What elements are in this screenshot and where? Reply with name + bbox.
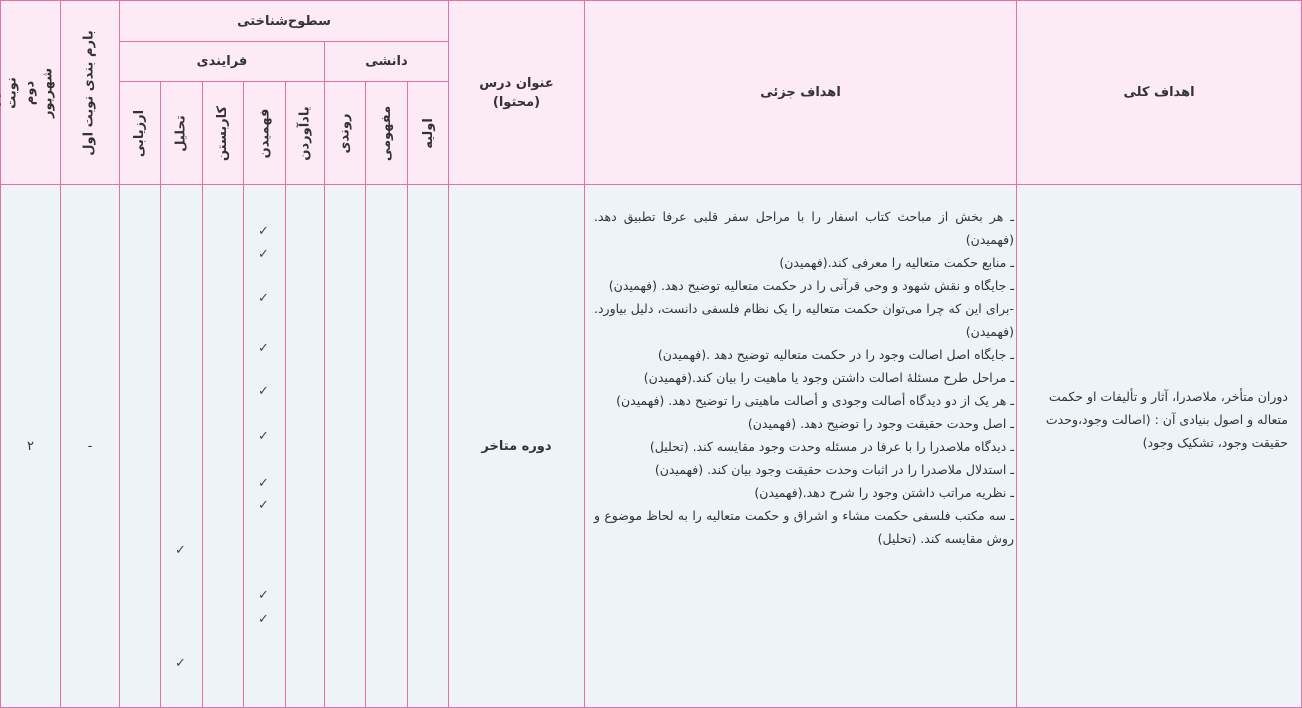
check-mark-icon: ✓: [258, 384, 269, 399]
objective-item: ـ اصل وحدت حقیقت وجود را توضیح دهد. (فهمیدن): [747, 416, 1014, 431]
objective-item: -برای این که چرا می‌توان حکمت متعالیه را یک نظام فلسفی دانست، دلیل بیاورد.(فهمیدن): [594, 301, 1014, 339]
objective-item: ـ استدلال ملاصدرا را در اثبات وحدت حقیقت وجود بیان کند. (فهمیدن): [654, 462, 1014, 477]
header-understand: [243, 81, 286, 185]
cell-evaluate: [119, 184, 161, 708]
header-conceptual: [365, 81, 408, 185]
check-mark-icon: ✓: [258, 247, 269, 262]
check-mark-icon: ✓: [258, 429, 269, 444]
header-procedural: [324, 81, 366, 185]
header-lesson-title: [448, 0, 585, 185]
header-general-objectives-label: اهداف کلی: [1123, 85, 1195, 100]
header-analyze: [160, 81, 203, 185]
detailed-objectives-list: [594, 205, 1014, 550]
lesson-value: دوره متاخر: [481, 438, 552, 454]
cell-final-score: [0, 184, 61, 708]
objective-item: ـ سه مکتب فلسفی حکمت مشاء و اشراق و حکمت متعالیه را به لحاظ موضوع و روش مقایسه کند. (تحلیل): [594, 508, 1014, 546]
header-apply: [202, 81, 244, 185]
cell-factual: [407, 184, 449, 708]
objective-item: ـ هر یک از دو دیدگاه أصالت وجودی و أصالت ماهیتی را توضیح دهد. (فهمیدن): [616, 393, 1014, 408]
header-evaluate-label: ارزیابی: [132, 109, 148, 157]
header-apply-label: کاربستن: [215, 105, 231, 161]
cell-understand: [243, 184, 286, 708]
check-mark-icon: ✓: [175, 543, 186, 558]
cell-analyze: [160, 184, 203, 708]
header-factual-label: اولیه: [420, 117, 436, 149]
header-remember-label: یادآوردن: [297, 105, 313, 161]
cell-procedural: [324, 184, 366, 708]
header-process: [119, 41, 325, 82]
header-understand-label: فهمیدن: [257, 108, 273, 158]
cell-apply: [202, 184, 244, 708]
header-cognitive-levels-label: سطوح‌شناختی: [237, 13, 331, 29]
check-mark-icon: ✓: [175, 656, 186, 671]
first-score-value: -: [87, 438, 93, 454]
header-first-score: [60, 0, 120, 185]
check-mark-icon: ✓: [258, 291, 269, 306]
header-detailed-objectives-label: اهداف جزئی: [760, 85, 841, 100]
check-mark-icon: ✓: [258, 224, 269, 239]
objective-item: ـ نظریه مراتب داشتن وجود را شرح دهد.(فهمیدن): [754, 485, 1014, 500]
header-lesson-title-line1: عنوان درس: [479, 75, 554, 91]
header-factual: [407, 81, 449, 185]
cell-lesson: [448, 184, 585, 708]
header-procedural-label: روندی: [337, 113, 353, 153]
header-general-objectives: [1016, 0, 1302, 185]
header-first-score-label: بارم بندی نوبت اول: [82, 29, 97, 156]
objective-item: ـ دیدگاه ملاصدرا را با عرفا در مسئله وحدت وجود مقایسه کند. (تحلیل): [649, 439, 1014, 454]
objective-item: ـ جایگاه و نقش شهود و وحی قرآنی را در حکمت متعالیه توضیح دهد. (فهمیدن): [608, 278, 1014, 293]
objective-item: ـ هر بخش از مباحث کتاب اسفار را با مراحل سفر قلبی عرفا تطبیق دهد. (فهمیدن): [594, 209, 1014, 247]
header-final-score-label: نوبت دوم شهریور: [4, 67, 56, 118]
objective-item: ـ جایگاه اصل اصالت وجود را در حکمت متعالیه توضیح دهد .(فهمیدن): [657, 347, 1014, 362]
cell-conceptual: [365, 184, 408, 708]
objective-item: ـ مراحل طرح مسئلۀ اصالت داشتن وجود یا ماهیت را بیان کند.(فهمیدن): [643, 370, 1014, 385]
check-mark-icon: ✓: [258, 498, 269, 513]
cell-first-score: [60, 184, 120, 708]
general-objectives-text: دوران متأخر، ملاصدرا، آثار و تألیفات او حکمت متعاله و اصول بنیادی آن : (اصالت وجود،وحدت حقیقت وجود، تشکیک وجود): [1045, 389, 1288, 450]
header-knowledge: [324, 41, 449, 82]
header-detailed-objectives: [584, 0, 1017, 185]
check-mark-icon: ✓: [258, 612, 269, 627]
header-evaluate: [119, 81, 161, 185]
header-cognitive-levels: [119, 0, 449, 42]
header-process-label: فرایندی: [196, 54, 248, 69]
header-lesson-title-line2: (محتوا): [492, 94, 541, 110]
header-analyze-label: تحلیل: [174, 114, 189, 152]
final-score-value: ۲: [27, 438, 34, 454]
header-knowledge-label: دانشی: [365, 54, 408, 69]
cell-remember: [285, 184, 325, 708]
header-remember: [285, 81, 325, 185]
check-mark-icon: ✓: [258, 476, 269, 491]
header-conceptual-label: مفهومی: [379, 105, 394, 161]
objective-item: ـ منابع حکمت متعالیه را معرفی کند.(فهمیدن): [779, 255, 1014, 270]
header-final-score: [0, 0, 61, 185]
check-mark-icon: ✓: [258, 588, 269, 603]
check-mark-icon: ✓: [258, 341, 269, 356]
